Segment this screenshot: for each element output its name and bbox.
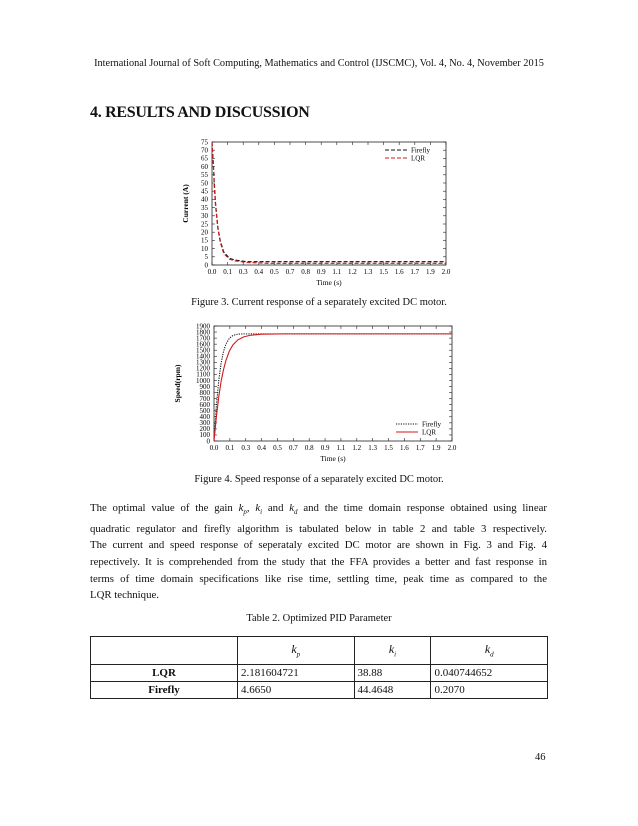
y-tick-label: 45 xyxy=(201,187,208,196)
y-tick-label: 55 xyxy=(201,171,208,180)
figure4-caption: Figure 4. Speed response of a separately excited DC motor. xyxy=(194,474,444,485)
speed-response-chart xyxy=(170,320,470,465)
cell-kd: 0.2070 xyxy=(431,682,548,699)
y-tick-label: 1500 xyxy=(196,346,210,355)
legend-label-firefly: Firefly xyxy=(422,420,442,429)
table-caption: Table 2. Optimized PID Parameter xyxy=(246,613,392,624)
x-tick-label: 1.6 xyxy=(400,444,409,452)
y-tick-label: 5 xyxy=(204,253,208,262)
x-tick-label: 0.4 xyxy=(257,444,266,452)
cell-ki: 38.88 xyxy=(354,665,431,682)
paragraph-line-3: The current and speed response of seperataly excited DC motor are shown in Fig. 3 and Fig. 4 xyxy=(90,539,547,552)
y-tick-label: 1200 xyxy=(196,364,210,373)
paragraph-line-6: LQR technique. xyxy=(90,589,159,602)
x-tick-label: 1.9 xyxy=(431,444,441,452)
x-tick-label: 0.7 xyxy=(288,444,298,452)
legend-label-lqr: LQR xyxy=(422,428,436,437)
y-tick-label: 70 xyxy=(201,146,208,155)
y-tick-label: 75 xyxy=(201,138,208,147)
x-tick-label: 1.3 xyxy=(368,444,378,452)
cell-kd: 0.040744652 xyxy=(431,665,548,682)
table-header-kd: $k_d$ xyxy=(431,637,548,665)
x-tick-label: 1.2 xyxy=(348,268,357,276)
x-tick-label: 0.1 xyxy=(225,444,235,452)
x-tick-label: 1.5 xyxy=(379,268,388,276)
y-tick-label: 800 xyxy=(199,388,210,397)
x-tick-label: 0.7 xyxy=(285,268,295,276)
table-header-empty xyxy=(91,637,238,665)
y-tick-label: 15 xyxy=(201,236,208,245)
legend-label-lqr: LQR xyxy=(411,154,425,163)
table-row xyxy=(91,682,548,699)
x-tick-label: 2.0 xyxy=(441,268,451,276)
y-tick-label: 1900 xyxy=(196,322,210,331)
paragraph-line-1: The optimal value of the gain $k_p$, $k_i$ and $k_d$ and the time domain response obtained using linear xyxy=(90,502,548,517)
y-axis-label: Current (A) xyxy=(181,184,190,223)
x-tick-label: 1.2 xyxy=(352,444,362,452)
y-tick-label: 20 xyxy=(201,228,208,237)
y-tick-label: 300 xyxy=(199,419,210,428)
x-tick-label: 0.8 xyxy=(301,268,310,276)
y-axis-label: Speed(rpm) xyxy=(173,364,182,403)
figure3-caption: Figure 3. Current response of a separately excited DC motor. xyxy=(191,297,447,308)
y-tick-label: 0 xyxy=(206,437,210,446)
x-tick-label: 2.0 xyxy=(447,444,457,452)
body-paragraph xyxy=(90,500,547,604)
x-tick-label: 0.8 xyxy=(304,444,314,452)
y-tick-label: 35 xyxy=(201,203,208,212)
x-tick-label: 0.0 xyxy=(207,268,217,276)
y-tick-label: 25 xyxy=(201,220,208,229)
y-tick-label: 65 xyxy=(201,154,208,163)
y-tick-label: 1300 xyxy=(196,358,210,367)
y-tick-label: 40 xyxy=(201,195,208,204)
x-axis-label: Time (s) xyxy=(316,278,342,287)
cell-kp: 2.181604721 xyxy=(238,665,355,682)
x-tick-label: 0.3 xyxy=(238,268,248,276)
x-tick-label: 1.7 xyxy=(410,268,420,276)
x-tick-label: 1.5 xyxy=(384,444,393,452)
table-header-row xyxy=(91,637,548,665)
y-tick-label: 1700 xyxy=(196,334,210,343)
symbol-kd: $k_d$ xyxy=(289,502,298,517)
cell-kp: 4.6650 xyxy=(238,682,355,699)
x-tick-label: 0.0 xyxy=(209,444,219,452)
y-tick-label: 200 xyxy=(199,425,210,434)
y-tick-label: 900 xyxy=(199,382,210,391)
x-tick-label: 0.9 xyxy=(316,268,326,276)
y-tick-label: 1600 xyxy=(196,340,210,349)
paragraph-line-4: repectively. It is comprehended from the study that the FFA provides a better and fast response in xyxy=(90,555,547,568)
y-tick-label: 30 xyxy=(201,212,208,221)
x-tick-label: 0.3 xyxy=(241,444,251,452)
y-tick-label: 0 xyxy=(204,261,208,270)
journal-header: International Journal of Soft Computing, Mathematics and Control (IJSCMC), Vol. 4, No. 4, November 2015 xyxy=(94,58,544,69)
y-tick-label: 1100 xyxy=(196,370,210,379)
y-tick-label: 60 xyxy=(201,162,208,171)
pid-parameter-table xyxy=(90,636,548,699)
table-row xyxy=(91,665,548,682)
x-tick-label: 1.1 xyxy=(332,268,342,276)
x-tick-label: 0.4 xyxy=(254,268,264,276)
y-tick-label: 1400 xyxy=(196,352,210,361)
table-header-kp: $k_p$ xyxy=(238,637,355,665)
row-label: LQR xyxy=(91,665,238,682)
x-tick-label: 0.9 xyxy=(320,444,330,452)
paragraph-line-5: terms of time domain specifications like rise time, settling time, peak time as compared to the xyxy=(90,572,547,585)
symbol-kp: $k_p$ xyxy=(238,502,247,517)
x-tick-label: 0.5 xyxy=(270,268,279,276)
y-tick-label: 1000 xyxy=(196,376,210,385)
paragraph-line-2: quadratic regulator and firefly algorithm is tabulated below in table 2 and table 3 respectively. xyxy=(90,522,547,535)
current-response-chart xyxy=(178,138,468,293)
x-tick-label: 1.3 xyxy=(363,268,373,276)
legend-label-firefly: Firefly xyxy=(411,146,431,155)
y-tick-label: 600 xyxy=(199,400,210,409)
series-line-lqr xyxy=(214,334,452,441)
symbol-ki: $k_i$ xyxy=(255,502,263,517)
x-tick-label: 0.1 xyxy=(223,268,232,276)
x-tick-label: 1.7 xyxy=(415,444,425,452)
x-axis-label: Time (s) xyxy=(320,454,346,463)
y-tick-label: 100 xyxy=(199,431,210,440)
cell-ki: 44.4648 xyxy=(354,682,431,699)
section-title: 4. RESULTS AND DISCUSSION xyxy=(90,104,310,121)
y-tick-label: 10 xyxy=(201,244,208,253)
x-tick-label: 1.1 xyxy=(336,444,346,452)
x-tick-label: 1.6 xyxy=(394,268,404,276)
table-header-ki: $k_i$ xyxy=(354,637,431,665)
y-tick-label: 700 xyxy=(199,394,210,403)
x-tick-label: 0.5 xyxy=(273,444,282,452)
y-tick-label: 1800 xyxy=(196,328,210,337)
row-label: Firefly xyxy=(91,682,238,699)
series-line-firefly xyxy=(214,334,452,441)
y-tick-label: 400 xyxy=(199,413,210,422)
y-tick-label: 500 xyxy=(199,407,210,416)
page-number: 46 xyxy=(535,752,546,763)
y-tick-label: 50 xyxy=(201,179,208,188)
x-tick-label: 1.9 xyxy=(426,268,435,276)
